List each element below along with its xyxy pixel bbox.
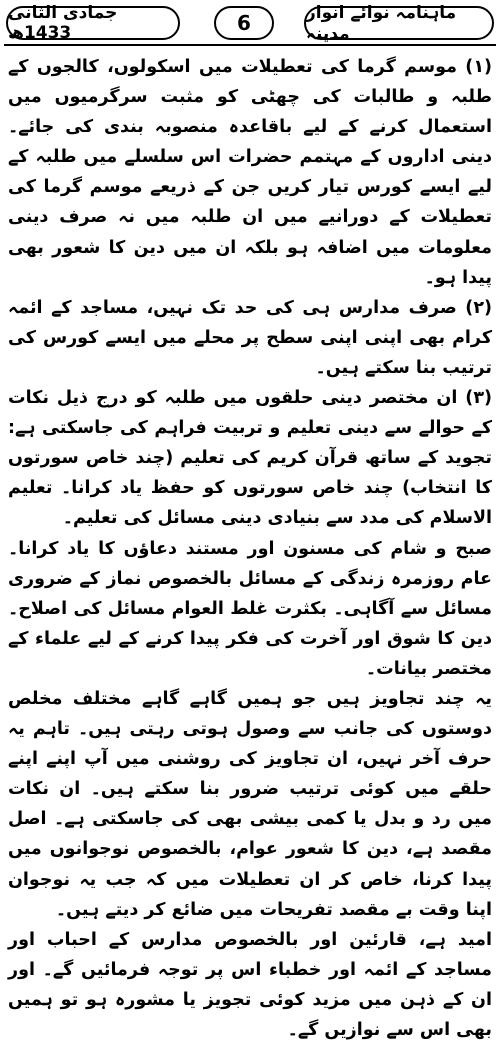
magazine-title-box — [304, 3, 494, 44]
header-divider — [4, 44, 496, 46]
paragraph-6: امید ہے، قارئین اور بالخصوص مدارس کے احباب اور مساجد کے ائمہ اور خطباء اس پر توجہ فرمائیں گے۔ اور ان کے ذہن میں مزید کوئی تجویز یا مشورہ ہو تو ہمیں بھی اس سے نوازیں گے۔ — [8, 929, 492, 1040]
page-number-box — [214, 6, 274, 40]
paragraph-1: (۱) موسم گرما کی تعطیلات میں اسکولوں، کالجوں کے طلبہ و طالبات کی چھٹی کو مثبت سرگرمیوں میں استعمال کرنے کے لیے باقاعدہ منصوبہ بندی کی جائے۔ دینی اداروں کے مہتمم حضرات اس سلسلے میں طلبہ کے لیے ایسے کورس تیار کریں جن کے ذریعے موسم گرما کی تعطیلات کے دورانیے میں ان طلبہ میں نہ صرف دینی معلومات میں اضافہ ہو بلکہ ان میں دین کا شعور بھی پیدا ہو۔ — [8, 57, 492, 288]
paragraph-5: یہ چند تجاویز ہیں جو ہمیں گاہے گاہے مختلف مخلص دوستوں کی جانب سے وصول ہوتی رہتی ہیں۔ تاہم یہ حرف آخر نہیں، ان تجاویز کی روشنی میں آپ اپنے اپنے حلقے میں کوئی ترتیب ضرور بنا سکتے ہیں۔ ان نکات میں رد و بدل یا کمی بیشی بھی کی جاسکتی ہے۔ اصل مقصد ہے، دین کا شعور عوام، بالخصوص نوجوانوں میں پیدا کرنا، خاص کر ان تعطیلات میں کہ جب یہ نوجوان اپنا وقت بے مقصد تفریحات میں ضائع کر دیتے ہیں۔ — [8, 688, 492, 920]
paragraph-4: صبح و شام کی مسنون اور مستند دعاؤں کا یاد کرانا۔ عام روزمرہ زندگی کے مسائل بالخصوص نماز کے ضروری مسائل سے آگاہی۔ بکثرت غلط العوام مسائل کی اصلاح۔ دین کا شوق اور آخرت کی فکر پیدا کرنے کے لیے علماء کے مختصر بیانات۔ — [8, 538, 492, 679]
issue-date-box — [6, 3, 180, 43]
paragraph-2: (۲) صرف مدارس ہی کی حد تک نہیں، مساجد کے ائمہ کرام بھی اپنی اپنی سطح پر محلے میں ایسے کورس کی ترتیب بنا سکتے ہیں۔ — [8, 297, 492, 378]
page-header — [4, 3, 496, 46]
magazine-title: ماہنامہ نوائے انوار مدینہ — [306, 3, 457, 44]
article-body — [8, 52, 492, 1045]
paragraph-3: (۳) ان مختصر دینی حلقوں میں طلبہ کو درج ذیل نکات کے حوالے سے دینی تعلیم و تربیت فراہم کی جاسکتی ہے: تجوید کے ساتھ قرآن کریم کی تعلیم (چند خاص سورتوں کا انتخاب) چند خاص سورتوں کو حفظ یاد کرانا۔ تعلیم الاسلام کی مدد سے بنیادی دینی مسائل کی تعلیم۔ — [8, 388, 492, 529]
issue-date: جمادی الثانی 1433ھ — [8, 3, 118, 43]
page-number: 6 — [237, 11, 251, 35]
